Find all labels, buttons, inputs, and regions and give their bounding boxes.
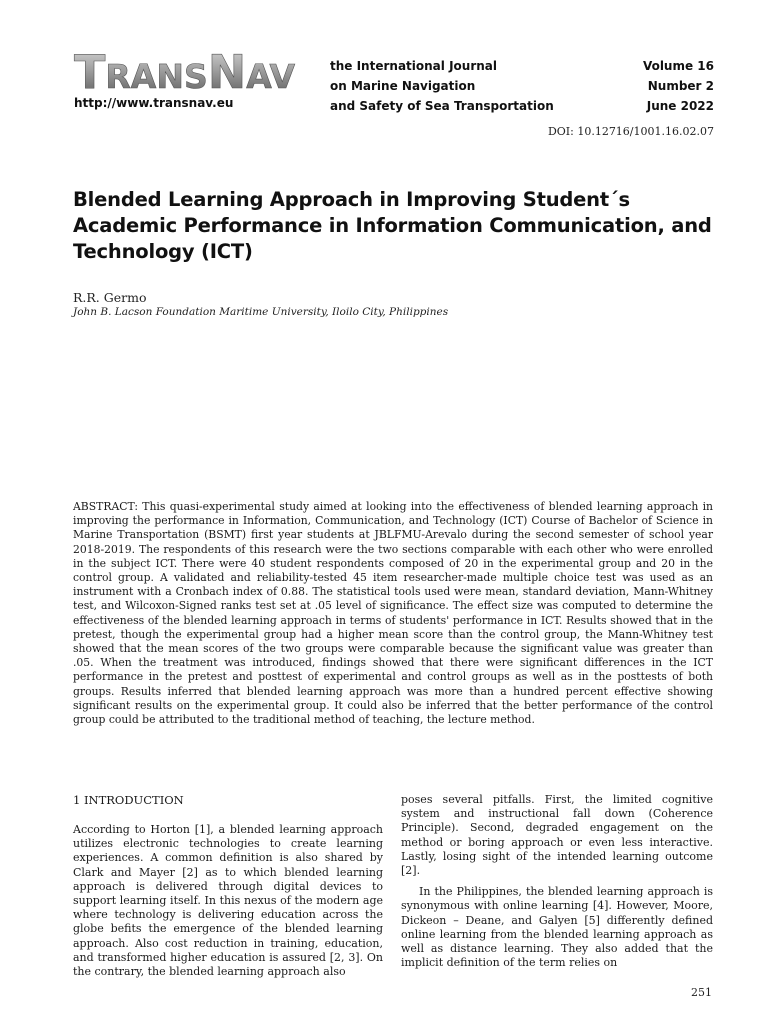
paragraph: According to Horton [1], a blended learning approach utilizes electronic technologies to create learning experiences. A common definition is also shared by Clark and Mayer [2] as to which blended learning approach is delivered through digital devices to support learning itself. In this nexus of the modern age where technology is delivering education across the globe befits the emergence of the blended learning approach. Also cost reduction in training, education, and transformed higher education is assured [2, 3]. On the contrary, the blended learning approach also xyxy=(73,823,383,979)
journal-line-2: on Marine Navigation xyxy=(330,79,476,93)
volume: Volume 16 xyxy=(642,59,714,73)
doi[interactable]: DOI: 10.12716/1001.16.02.07 xyxy=(547,125,714,138)
journal-line-1: the International Journal xyxy=(330,59,497,73)
journal-url[interactable]: http://www.transnav.eu xyxy=(74,96,234,110)
transnav-logo xyxy=(72,44,330,96)
journal-line-3: and Safety of Sea Transportation xyxy=(330,99,554,113)
page-number: 251 xyxy=(691,986,712,999)
issue-number: Number 2 xyxy=(647,79,714,93)
section-heading: 1 INTRODUCTION xyxy=(73,793,184,807)
left-column xyxy=(73,823,383,979)
journal-name xyxy=(330,56,554,116)
abstract: ABSTRACT: This quasi-experimental study aimed at looking into the effectiveness of blended learning approach in improving the performance in Information, Communication, and Technology (ICT) Course of Bachelor of Science in Marine Transportation (BSMT) first year students at JBLFMU-Arevalo during the second semester of school year 2018-2019. The respondents of this research were the two sections comparable with each other who were enrolled in the subject ICT. There were 40 student respondents composed of 20 in the experimental group and 20 in the control group. A validated and reliability-tested 45 item researcher-made multiple choice test was used as an instrument with a Cronbach index of 0.88. The statistical tools used were mean, standard deviation, Mann-Whitney test, and Wilcoxon-Signed ranks test set at .05 level of significance. The effect size was computed to determine the effectiveness of the blended learning approach in terms of students' performance in ICT. Results showed that in the pretest, though the experimental group had a higher mean score than the control group, the Mann-Whitney test showed that the mean scores of the two groups were comparable because the significant value was greater than .05. When the treatment was introduced, findings showed that there were significant differences in the ICT performance in the pretest and posttest of experimental and control groups as well as in the posttests of both groups. Results inferred that blended learning approach was more than a hundred percent effective showing significant results on the experimental group. It could also be inferred that the better performance of the control group could be attributed to the traditional method of teaching, the lecture method. xyxy=(73,500,713,727)
right-column xyxy=(401,793,713,970)
paragraph: In the Philippines, the blended learning approach is synonymous with online learning [4]. However, Moore, Dickeon – Deane, and Galyen [5] differently defined online learning from the blended learning approach as well as distance learning. They also added that the implicit definition of the term relies on xyxy=(401,885,713,970)
affiliation: John B. Lacson Foundation Maritime University, Iloilo City, Philippines xyxy=(73,306,449,318)
paragraph: poses several pitfalls. First, the limited cognitive system and instructional fall down (Coherence Principle). Second, degraded engagement on the method or boring approach or even less interactive. Lastly, losing sight of the intended learning outcome [2]. xyxy=(401,793,713,878)
issue-date: June 2022 xyxy=(646,99,714,113)
issue-info xyxy=(643,56,714,116)
author: R.R. Germo xyxy=(73,290,147,305)
svg-text:TRANSNAV: TRANSNAV xyxy=(74,45,296,96)
article-title: Blended Learning Approach in Improving Student´s Academic Performance in Information Communication, and Technology (ICT) xyxy=(73,188,712,263)
